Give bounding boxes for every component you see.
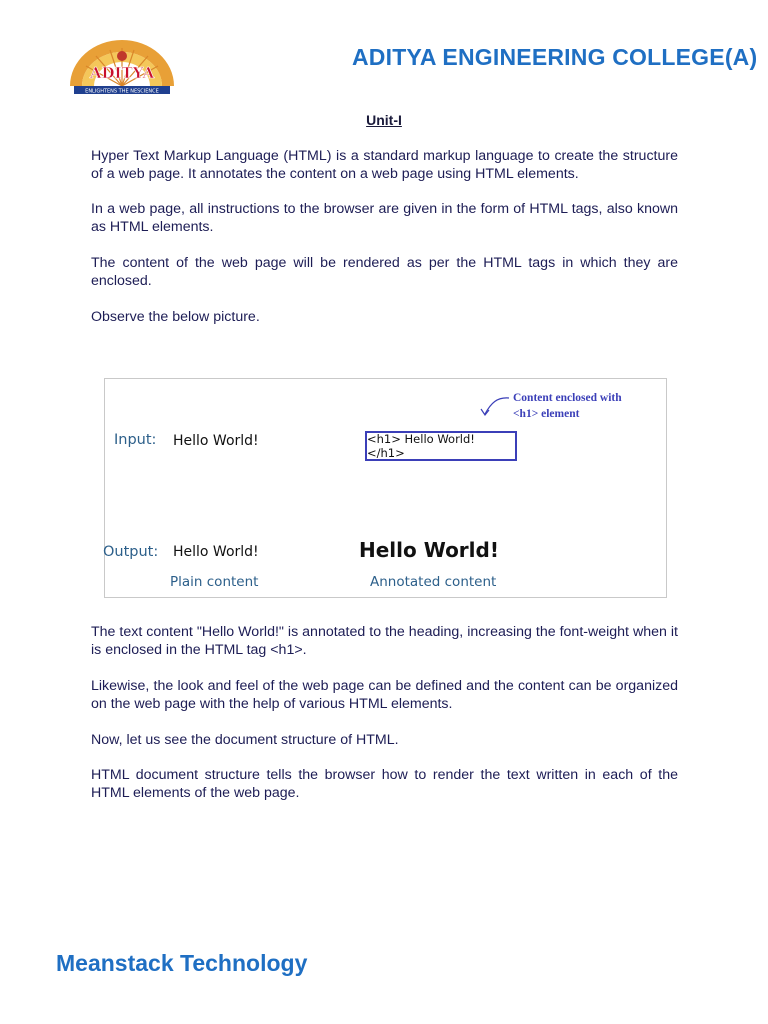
paragraph: The content of the web page will be rendered as per the HTML tags in which they are enclosed.: [91, 255, 678, 289]
output-label: Output:: [103, 544, 159, 560]
input-text: Hello World!: [173, 433, 259, 449]
caption-plain: Plain content: [170, 574, 259, 590]
h1-tag-box: <h1> Hello World! </h1>: [365, 431, 517, 461]
paragraph: Hyper Text Markup Language (HTML) is a standard markup language to create the structure of a web page. It annotates the content on a web page using HTML elements.: [91, 148, 678, 182]
footer-course-title: Meanstack Technology: [56, 950, 308, 976]
paragraph: HTML document structure tells the browser how to render the text written in each of the HTML elements of the web page.: [91, 767, 678, 801]
output-heading-text: Hello World!: [359, 538, 499, 562]
paragraph: Likewise, the look and feel of the web page can be defined and the content can be organized on the web page with the help of various HTML elements.: [91, 678, 678, 712]
logo-motto: ENLIGHTENS THE NESCIENCE: [85, 88, 159, 95]
annotation-line-2: <h1> element: [513, 408, 580, 420]
caption-annotated: Annotated content: [370, 574, 497, 590]
paragraph: Observe the below picture.: [91, 309, 260, 325]
output-plain-text: Hello World!: [173, 544, 259, 560]
paragraph: Now, let us see the document structure of HTML.: [91, 732, 399, 748]
curved-arrow-icon: [477, 395, 513, 419]
paragraph: The text content "Hello World!" is annotated to the heading, increasing the font-weight when it is enclosed in the HTML tag <h1>.: [91, 624, 678, 658]
logo-wordmark: ADITYA: [89, 64, 155, 82]
paragraph: In a web page, all instructions to the browser are given in the form of HTML tags, also known as HTML elements.: [91, 201, 678, 235]
annotation-line-1: Content enclosed with: [513, 392, 622, 404]
input-label: Input:: [114, 432, 157, 448]
html-annotation-figure: [104, 378, 667, 598]
college-name: ADITYA ENGINEERING COLLEGE(A): [352, 44, 758, 70]
aditya-logo-icon: [66, 36, 178, 96]
unit-title: Unit-I: [366, 112, 402, 128]
